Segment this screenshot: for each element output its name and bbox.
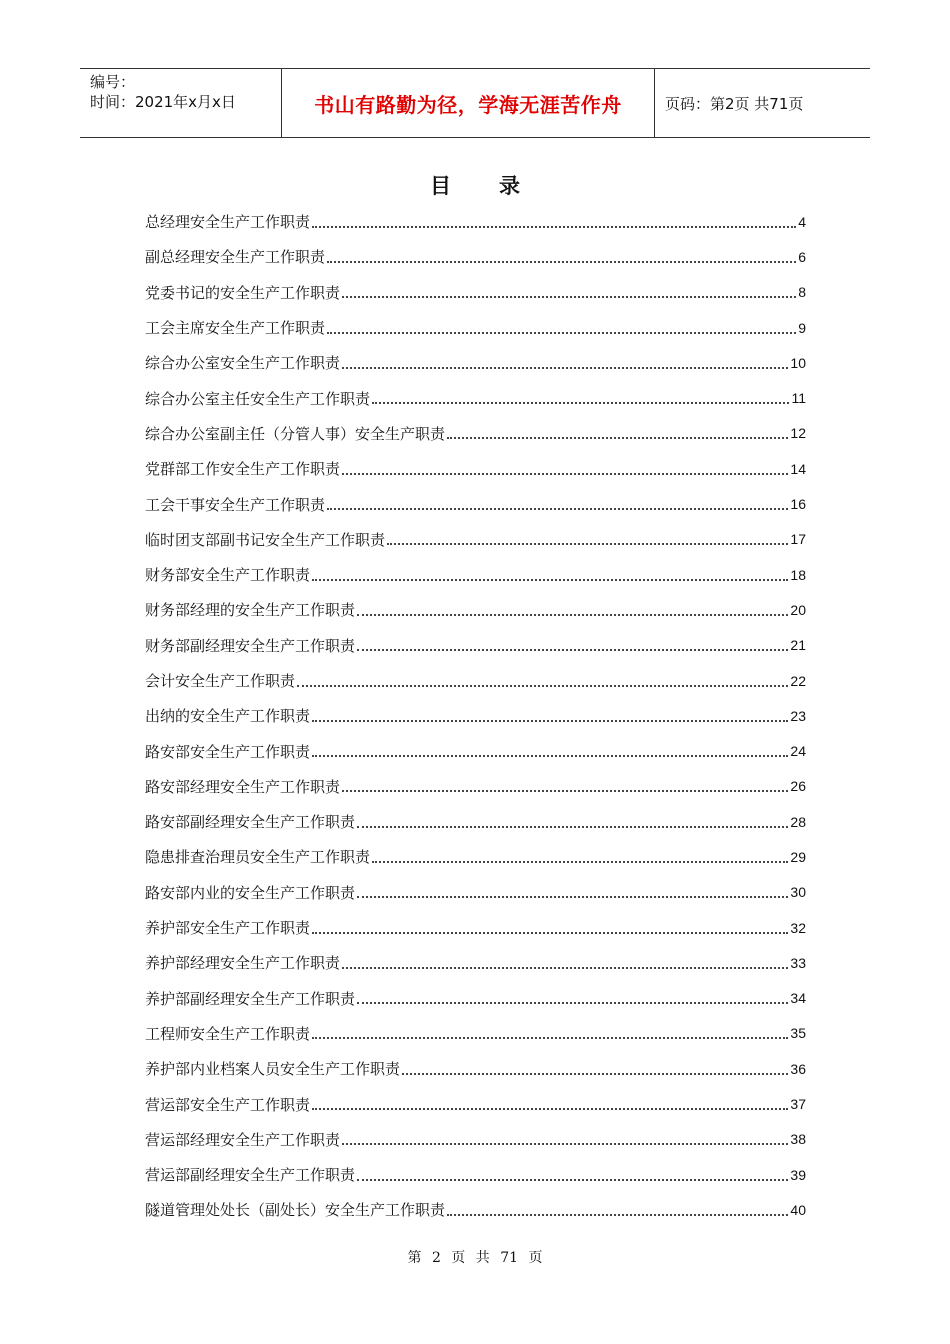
toc-entry-page-number[interactable]: 26 xyxy=(790,778,806,795)
toc-entry-page-number[interactable]: 14 xyxy=(790,460,806,477)
toc-entry[interactable] xyxy=(145,1016,806,1051)
toc-entry[interactable] xyxy=(145,204,806,239)
toc-entry-page-number[interactable]: 35 xyxy=(790,1025,806,1042)
toc-entry-page-number[interactable]: 18 xyxy=(790,566,806,583)
toc-dot-leader xyxy=(402,1073,788,1075)
toc-entry-page-number[interactable]: 10 xyxy=(790,354,806,371)
toc-entry-page-number[interactable]: 30 xyxy=(790,884,806,901)
toc-entry[interactable] xyxy=(145,663,806,698)
header-page-info: 页码：第2页 共71页 xyxy=(665,94,804,113)
toc-dot-leader xyxy=(372,861,788,863)
toc-dot-leader xyxy=(342,1143,788,1145)
toc-entry[interactable] xyxy=(145,733,806,768)
document-time-label: 时间：2021年x月x日 xyxy=(90,93,236,111)
toc-entry[interactable] xyxy=(145,345,806,380)
toc-entry-label[interactable]: 财务部经理的安全生产工作职责 xyxy=(145,601,356,620)
toc-entry-page-number[interactable]: 34 xyxy=(790,990,806,1007)
toc-dot-leader xyxy=(312,720,788,722)
toc-entry[interactable] xyxy=(145,522,806,557)
toc-entry[interactable] xyxy=(145,557,806,592)
toc-entry-label[interactable]: 出纳的安全生产工作职责 xyxy=(145,707,311,726)
toc-dot-leader xyxy=(357,1002,788,1004)
toc-entry-page-number[interactable]: 12 xyxy=(790,425,806,442)
toc-entry[interactable] xyxy=(145,275,806,310)
toc-entry[interactable] xyxy=(145,451,806,486)
toc-entry-label[interactable]: 工会主席安全生产工作职责 xyxy=(145,319,326,338)
toc-dot-leader xyxy=(312,226,796,228)
header-page-info-cell xyxy=(655,69,870,137)
header-motto: 书山有路勤为径，学海无涯苦作舟 xyxy=(314,92,622,117)
toc-dot-leader xyxy=(447,1214,788,1216)
toc-entry-page-number[interactable]: 24 xyxy=(790,743,806,760)
toc-entry-label[interactable]: 隧道管理处处长（副处长）安全生产工作职责 xyxy=(145,1201,446,1220)
toc-dot-leader xyxy=(357,649,788,651)
toc-entry[interactable] xyxy=(145,981,806,1016)
toc-dot-leader xyxy=(342,790,788,792)
header-motto-cell xyxy=(282,69,655,137)
toc-dot-leader xyxy=(357,826,788,828)
toc-entry-label[interactable]: 营运部安全生产工作职责 xyxy=(145,1095,311,1114)
toc-entry-label[interactable]: 养护部内业档案人员安全生产工作职责 xyxy=(145,1060,401,1079)
toc-entry[interactable] xyxy=(145,592,806,627)
toc-entry[interactable] xyxy=(145,839,806,874)
toc-entry-page-number[interactable]: 38 xyxy=(790,1131,806,1148)
toc-dot-leader xyxy=(342,967,788,969)
toc-entry-label[interactable]: 党委书记的安全生产工作职责 xyxy=(145,283,341,302)
toc-entry[interactable] xyxy=(145,804,806,839)
toc-entry-label[interactable]: 路安部经理安全生产工作职责 xyxy=(145,777,341,796)
toc-dot-leader xyxy=(357,1179,788,1181)
toc-dot-leader xyxy=(357,614,788,616)
toc-entry-label[interactable]: 养护部安全生产工作职责 xyxy=(145,919,311,938)
toc-entry-page-number[interactable]: 4 xyxy=(798,213,806,230)
toc-entry-label[interactable]: 副总经理安全生产工作职责 xyxy=(145,248,326,267)
toc-entry-label[interactable]: 财务部副经理安全生产工作职责 xyxy=(145,636,356,655)
table-of-contents xyxy=(145,204,806,1228)
toc-title: 目录 xyxy=(430,174,568,198)
toc-entry-label[interactable]: 工程师安全生产工作职责 xyxy=(145,1024,311,1043)
toc-dot-leader xyxy=(327,508,788,510)
toc-entry[interactable] xyxy=(145,1122,806,1157)
toc-entry-page-number[interactable]: 16 xyxy=(790,496,806,513)
toc-entry[interactable] xyxy=(145,945,806,980)
toc-entry-page-number[interactable]: 6 xyxy=(798,248,806,265)
toc-entry-page-number[interactable]: 36 xyxy=(790,1060,806,1077)
toc-entry[interactable] xyxy=(145,769,806,804)
page-footer: 第 2 页 共 71 页 xyxy=(407,1250,543,1266)
toc-dot-leader xyxy=(372,402,789,404)
toc-entry[interactable] xyxy=(145,239,806,274)
toc-entry[interactable] xyxy=(145,380,806,415)
toc-entry[interactable] xyxy=(145,1157,806,1192)
toc-dot-leader xyxy=(357,896,788,898)
toc-entry-label[interactable]: 综合办公室安全生产工作职责 xyxy=(145,354,341,373)
toc-entry[interactable] xyxy=(145,628,806,663)
toc-dot-leader xyxy=(447,437,788,439)
toc-entry-page-number[interactable]: 9 xyxy=(798,319,806,336)
toc-dot-leader xyxy=(312,1108,788,1110)
toc-entry-page-number[interactable]: 17 xyxy=(790,531,806,548)
toc-entry-label[interactable]: 综合办公室主任安全生产工作职责 xyxy=(145,389,371,408)
toc-entry-label[interactable]: 路安部内业的安全生产工作职责 xyxy=(145,883,356,902)
toc-entry-page-number[interactable]: 33 xyxy=(790,954,806,971)
toc-dot-leader xyxy=(327,332,796,334)
toc-entry[interactable] xyxy=(145,1051,806,1086)
toc-entry-label[interactable]: 会计安全生产工作职责 xyxy=(145,672,296,690)
toc-entry[interactable] xyxy=(145,910,806,945)
toc-entry-label[interactable]: 养护部经理安全生产工作职责 xyxy=(145,954,341,973)
toc-entry-page-number[interactable]: 39 xyxy=(790,1166,806,1183)
toc-entry-label[interactable]: 养护部副经理安全生产工作职责 xyxy=(145,989,356,1008)
toc-dot-leader xyxy=(327,261,796,263)
toc-entry-page-number[interactable]: 22 xyxy=(790,672,806,689)
toc-entry-page-number[interactable]: 8 xyxy=(798,284,806,301)
toc-entry[interactable] xyxy=(145,486,806,521)
toc-entry-page-number[interactable]: 20 xyxy=(790,601,806,618)
toc-dot-leader xyxy=(312,1037,788,1039)
toc-entry-page-number[interactable]: 32 xyxy=(790,919,806,936)
toc-entry-label[interactable]: 总经理安全生产工作职责 xyxy=(145,213,311,232)
toc-entry-label[interactable]: 路安部副经理安全生产工作职责 xyxy=(145,813,356,832)
toc-entry-label[interactable]: 营运部经理安全生产工作职责 xyxy=(145,1130,341,1149)
toc-dot-leader xyxy=(312,932,788,934)
toc-entry-page-number[interactable]: 28 xyxy=(790,813,806,830)
toc-entry-label[interactable]: 临时团支部副书记安全生产工作职责 xyxy=(145,530,386,549)
toc-entry[interactable] xyxy=(145,1192,806,1227)
toc-dot-leader xyxy=(342,473,788,475)
header-meta xyxy=(80,69,282,137)
toc-dot-leader xyxy=(312,579,788,581)
page-header xyxy=(80,68,870,138)
toc-entry-label[interactable]: 党群部工作安全生产工作职责 xyxy=(145,460,341,479)
toc-entry-page-number[interactable]: 37 xyxy=(790,1096,806,1113)
toc-entry-label[interactable]: 财务部安全生产工作职责 xyxy=(145,566,311,585)
toc-entry-page-number[interactable]: 29 xyxy=(790,848,806,865)
toc-entry[interactable] xyxy=(145,416,806,451)
toc-entry[interactable] xyxy=(145,875,806,910)
toc-dot-leader xyxy=(342,367,788,369)
toc-entry-label[interactable]: 营运部副经理安全生产工作职责 xyxy=(145,1166,356,1185)
toc-entry-page-number[interactable]: 23 xyxy=(790,707,806,724)
toc-entry[interactable] xyxy=(145,310,806,345)
document-number-label: 编号： xyxy=(90,73,136,91)
toc-dot-leader xyxy=(297,685,788,687)
toc-dot-leader xyxy=(312,755,788,757)
toc-entry-label[interactable]: 工会干事安全生产工作职责 xyxy=(145,495,326,514)
toc-dot-leader xyxy=(342,296,796,298)
toc-entry[interactable] xyxy=(145,1086,806,1121)
toc-entry-label[interactable]: 综合办公室副主任（分管人事）安全生产职责 xyxy=(145,424,446,443)
toc-entry-label[interactable]: 隐患排查治理员安全生产工作职责 xyxy=(145,848,371,867)
toc-entry-label[interactable]: 路安部安全生产工作职责 xyxy=(145,742,311,761)
toc-dot-leader xyxy=(387,543,788,545)
toc-entry-page-number[interactable]: 21 xyxy=(790,637,806,654)
toc-entry-page-number[interactable]: 40 xyxy=(790,1201,806,1218)
toc-entry-page-number[interactable]: 11 xyxy=(791,390,806,407)
toc-entry[interactable] xyxy=(145,698,806,733)
